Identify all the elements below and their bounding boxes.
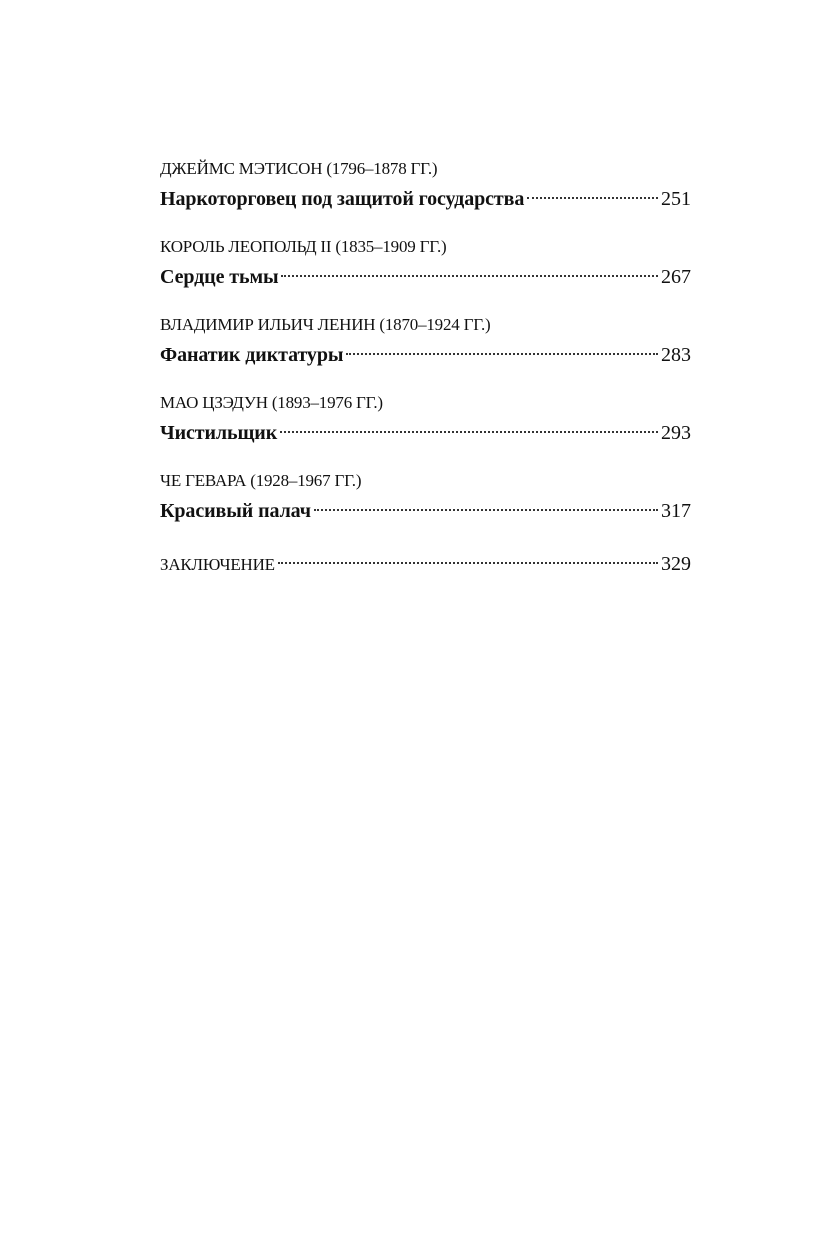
toc-line[interactable] bbox=[160, 492, 691, 530]
toc-entry bbox=[160, 470, 691, 530]
toc-entry bbox=[160, 158, 691, 218]
toc-title: Наркоторговец под защитой государства bbox=[160, 188, 525, 210]
toc-page-number: 267 bbox=[661, 266, 691, 288]
toc-line[interactable] bbox=[160, 258, 691, 296]
dot-leader bbox=[527, 197, 658, 199]
toc-title: Чистильщик bbox=[160, 422, 278, 444]
toc-author: ДЖЕЙМС МЭТИСОН (1796–1878 ГГ.) bbox=[160, 159, 438, 178]
toc-page-number: 283 bbox=[661, 344, 691, 366]
toc-author: КОРОЛЬ ЛЕОПОЛЬД II (1835–1909 ГГ.) bbox=[160, 237, 447, 256]
toc-entry bbox=[160, 392, 691, 452]
toc-conclusion-label: ЗАКЛЮЧЕНИЕ bbox=[160, 555, 275, 574]
toc-line[interactable] bbox=[160, 180, 691, 218]
table-of-contents bbox=[160, 158, 691, 580]
toc-page-number: 293 bbox=[661, 422, 691, 444]
toc-page-number: 251 bbox=[661, 188, 691, 210]
toc-entry bbox=[160, 236, 691, 296]
toc-line[interactable] bbox=[160, 414, 691, 452]
dot-leader bbox=[314, 509, 658, 511]
toc-entry bbox=[160, 314, 691, 374]
toc-title: Фанатик диктатуры bbox=[160, 344, 344, 366]
toc-page-number: 329 bbox=[661, 553, 691, 575]
toc-author: ВЛАДИМИР ИЛЬИЧ ЛЕНИН (1870–1924 ГГ.) bbox=[160, 315, 491, 334]
toc-page-number: 317 bbox=[661, 500, 691, 522]
toc-title: Красивый палач bbox=[160, 500, 311, 522]
toc-author: МАО ЦЗЭДУН (1893–1976 ГГ.) bbox=[160, 393, 383, 412]
dot-leader bbox=[280, 431, 658, 433]
dot-leader bbox=[281, 275, 658, 277]
toc-title: Сердце тьмы bbox=[160, 266, 279, 288]
dot-leader bbox=[278, 562, 658, 564]
toc-author: ЧЕ ГЕВАРА (1928–1967 ГГ.) bbox=[160, 471, 362, 490]
toc-line[interactable] bbox=[160, 336, 691, 374]
dot-leader bbox=[346, 353, 658, 355]
toc-conclusion-line[interactable] bbox=[160, 548, 691, 580]
